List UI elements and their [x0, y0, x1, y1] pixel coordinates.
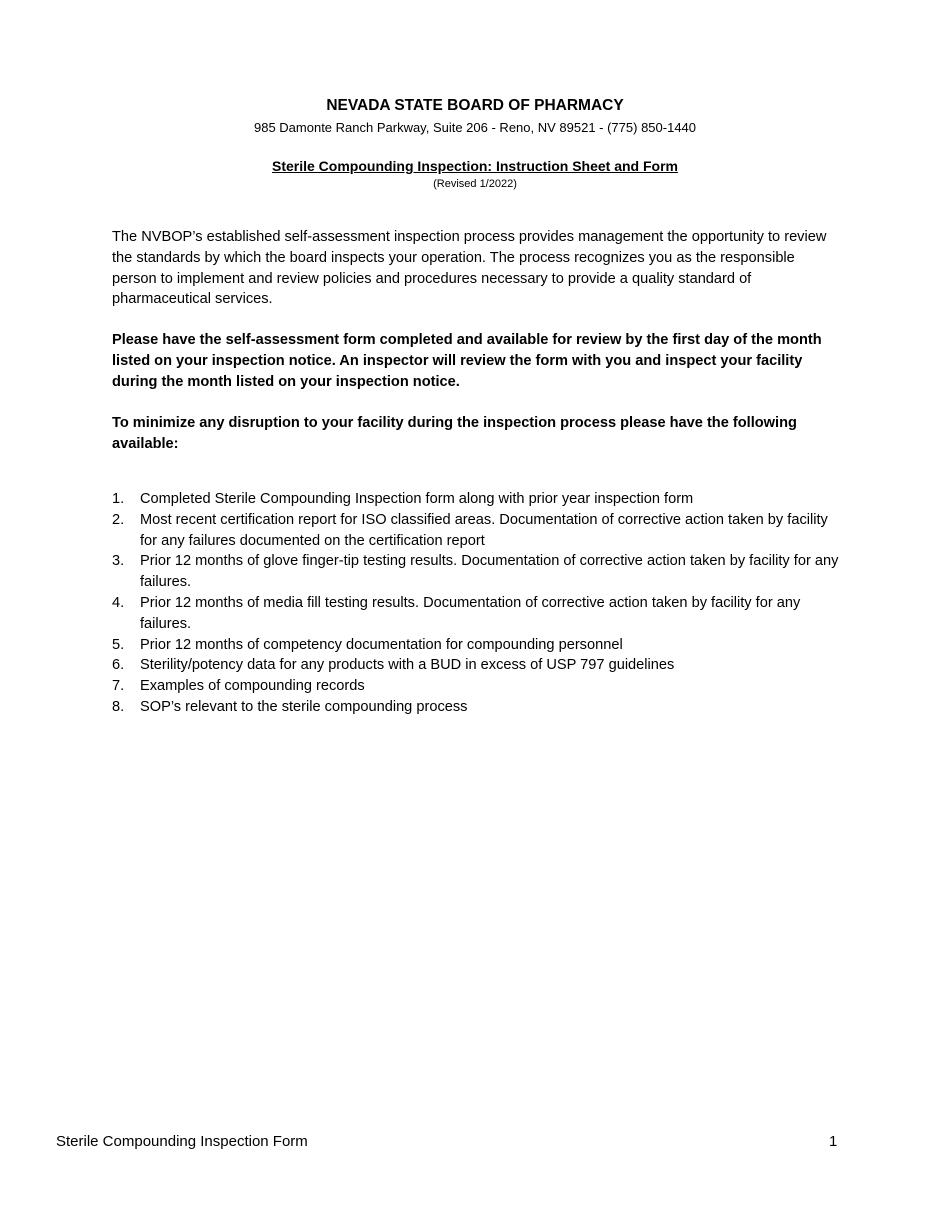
list-item: [112, 635, 847, 656]
instruction-paragraph-2: To minimize any disruption to your facility during the inspection process please have the following available:: [112, 415, 797, 452]
list-item: [112, 593, 847, 635]
list-item: [112, 697, 847, 718]
revision-date: (Revised 1/2022): [433, 178, 517, 190]
list-item-text: Most recent certification report for ISO classified areas. Documentation of corrective action taken by facility for any failures documented on the certification report: [140, 511, 828, 549]
required-items-list: [112, 489, 847, 718]
list-item: [112, 655, 847, 676]
organization-name: NEVADA STATE BOARD OF PHARMACY: [326, 97, 624, 114]
list-item: [112, 510, 847, 552]
intro-paragraph: The NVBOP’s established self-assessment inspection process provides management the opportunity to review the standards by which the board inspects your operation. The process recognizes you as the responsible person to implement and review policies and procedures necessary to provide a quality standard of pharmaceutical services.: [112, 229, 827, 308]
page-number: 1: [829, 1133, 838, 1150]
list-item-text: Prior 12 months of media fill testing results. Documentation of corrective action taken by facility for any failures.: [140, 594, 801, 632]
list-item-number: 2.: [112, 511, 125, 528]
list-item-text: Prior 12 months of glove finger-tip testing results. Documentation of corrective action taken by facility for any failures.: [140, 553, 839, 591]
list-item-number: 4.: [112, 594, 125, 611]
list-item-text: SOP’s relevant to the sterile compounding process: [140, 698, 468, 715]
list-item-text: Prior 12 months of competency documentation for compounding personnel: [140, 636, 623, 653]
list-item-text: Sterility/potency data for any products with a BUD in excess of USP 797 guidelines: [140, 657, 675, 674]
list-item-number: 1.: [112, 491, 125, 507]
organization-address: 985 Damonte Ranch Parkway, Suite 206 - Reno, NV 89521 - (775) 850-1440: [253, 120, 697, 135]
list-item-number: 7.: [112, 678, 125, 695]
list-item-number: 6.: [112, 657, 125, 674]
list-item-text: Examples of compounding records: [140, 678, 365, 695]
list-item-text: Completed Sterile Compounding Inspection form along with prior year inspection form: [140, 491, 694, 507]
list-item-number: 5.: [112, 636, 125, 653]
list-item: [112, 489, 847, 510]
list-item: [112, 551, 847, 593]
list-item-number: 8.: [112, 698, 125, 715]
list-item: [112, 676, 847, 697]
list-item-number: 3.: [112, 553, 125, 570]
footer-title: Sterile Compounding Inspection Form: [56, 1133, 308, 1150]
instruction-paragraph-1: Please have the self-assessment form completed and available for review by the first day of the month listed on your inspection notice. An inspector will review the form with you and inspect your facility during the month listed on your inspection notice.: [112, 332, 822, 390]
document-title: Sterile Compounding Inspection: Instruction Sheet and Form: [271, 158, 678, 174]
